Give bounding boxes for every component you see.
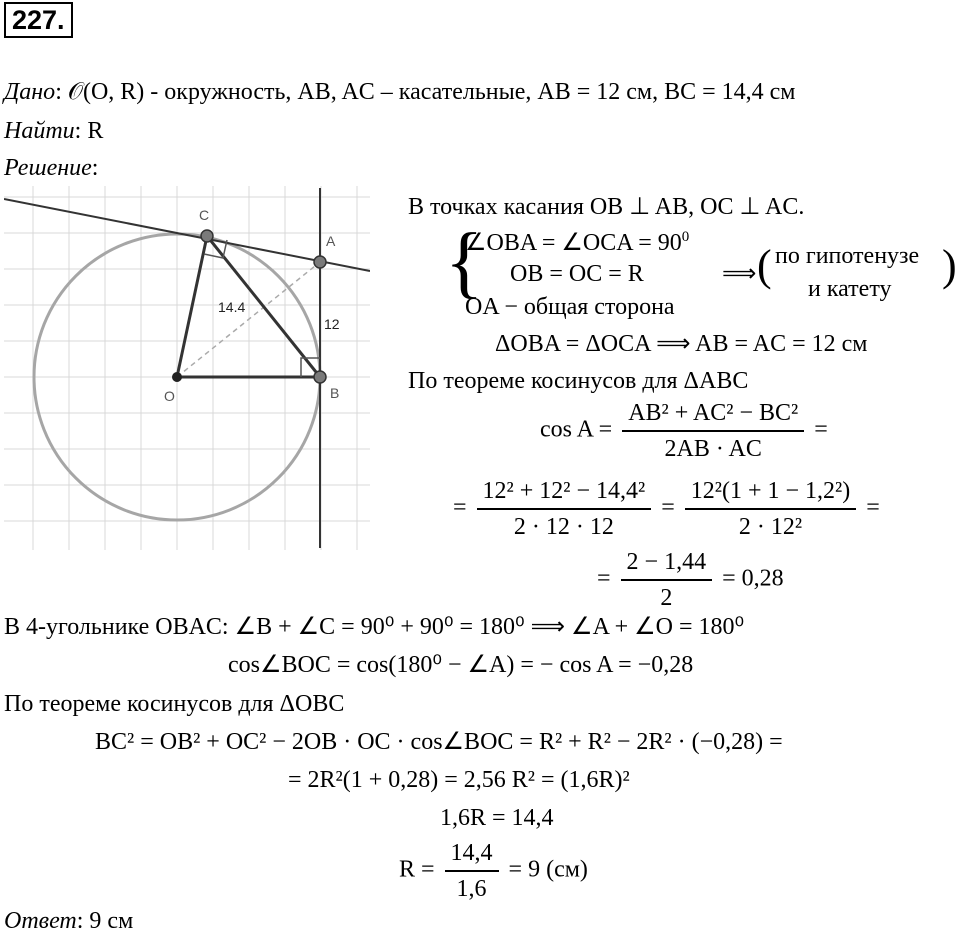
cos-theorem-abc: По теореме косинусов для ΔABC bbox=[408, 368, 749, 394]
congruence-line: ΔOBA = ΔOCA ⟹ AB = AC = 12 см bbox=[495, 331, 868, 357]
r-fraction: $\frac{14,4}{1,6}$ bbox=[445, 838, 499, 904]
problem-number: 227. bbox=[4, 2, 73, 38]
given-label: Дано bbox=[4, 79, 56, 105]
reason-paren-right: ) bbox=[942, 241, 957, 290]
solution-text: : bbox=[91, 155, 99, 181]
geometry-figure bbox=[4, 186, 370, 550]
find-text: : R bbox=[74, 118, 104, 144]
cosA-lhs: cos A = bbox=[540, 416, 613, 443]
label-o: O bbox=[164, 388, 175, 404]
system-line-3: OA − общая сторона bbox=[465, 294, 675, 320]
answer-line bbox=[4, 906, 133, 936]
label-b: B bbox=[330, 385, 340, 401]
point-b bbox=[314, 371, 326, 383]
system-line-1 bbox=[465, 228, 689, 258]
cosA-equation bbox=[540, 398, 828, 464]
label-a: A bbox=[326, 233, 336, 249]
cosA-numeric: = $\frac{\text{12² + 12² − 14,4²}}{2 \cdot 12 \cdot 12}$ = $\frac{\text{12²(1 + 1 − 1,2²)}}{\text{2 · 12²}}$ = bbox=[453, 478, 880, 540]
solution-label: Решение bbox=[4, 155, 92, 181]
answer-label: Ответ bbox=[4, 908, 77, 934]
quadrilateral-line: В 4-угольнике OBAC: ∠B + ∠C = 90⁰ + 90⁰ = 180⁰ ⟹ ∠A + ∠O = 180⁰ bbox=[4, 614, 745, 640]
cos-theorem-obc: По теореме косинусов для ΔOBC bbox=[4, 691, 345, 717]
label-ab-length: 12 bbox=[324, 316, 340, 332]
fraction-4: $\frac{2 - 1,44}{2}$ bbox=[621, 547, 713, 613]
r-equation: 1,6R = 14,4 bbox=[440, 805, 554, 831]
system-brace: { bbox=[445, 218, 484, 306]
given-line bbox=[4, 77, 796, 107]
answer-text: : 9 см bbox=[76, 908, 134, 934]
system-eq-1: ∠OBA = ∠OCA = 90 bbox=[465, 230, 682, 256]
system-line-2: OB = OC = R bbox=[510, 261, 644, 287]
equals: = bbox=[814, 416, 828, 443]
bc-squared-line-1: BC² = OB² + OC² − 2OB · OC · cos∠BOC = R² + R² − 2R² · (−0,28) = bbox=[95, 729, 783, 755]
reason-line-2: и катету bbox=[808, 276, 892, 302]
find-line bbox=[4, 116, 103, 146]
point-a bbox=[314, 256, 326, 268]
cosA-fraction: $\frac{\text{AB² + AC² − BC²}}{2AB \cdot AC}$ bbox=[622, 398, 804, 464]
implies-arrow: ⟹ bbox=[722, 261, 757, 287]
fraction-3: $\frac{\text{12²(1 + 1 − 1,2²)}}{\text{2 · 12²}}$ bbox=[685, 476, 856, 542]
r-result: R = $\frac{14,4}{1,6}$ = 9 (см) bbox=[399, 840, 588, 902]
point-o bbox=[172, 372, 182, 382]
cosA-result: = $\frac{2 - 1,44}{2}$ = 0,28 bbox=[597, 549, 784, 611]
degree-sup: 0 bbox=[681, 229, 690, 245]
tangent-perp-line: В точках касания OB ⊥ AB, OC ⊥ AC. bbox=[408, 194, 805, 220]
bc-squared-line-2: = 2R²(1 + 0,28) = 2,56 R² = (1,6R)² bbox=[288, 767, 630, 793]
find-label: Найти bbox=[4, 118, 75, 144]
reason-line-1: по гипотенузе bbox=[775, 243, 920, 269]
fraction-2: $\frac{\text{12² + 12² − 14,4²}}{2 \cdot 12 \cdot 12}$ bbox=[477, 476, 652, 542]
given-text: : 𝒪(O, R) - окружность, AB, AC – касательные, AB = 12 см, BC = 14,4 см bbox=[55, 79, 796, 105]
label-bc-length: 14.4 bbox=[218, 299, 246, 315]
segment-oc bbox=[177, 236, 207, 377]
reason-paren-left: ( bbox=[757, 241, 772, 290]
cosBOC-line: cos∠BOC = cos(180⁰ − ∠A) = − cos A = −0,28 bbox=[228, 652, 694, 678]
point-c bbox=[201, 230, 213, 242]
solution-line bbox=[4, 153, 98, 183]
label-c: C bbox=[199, 207, 210, 223]
